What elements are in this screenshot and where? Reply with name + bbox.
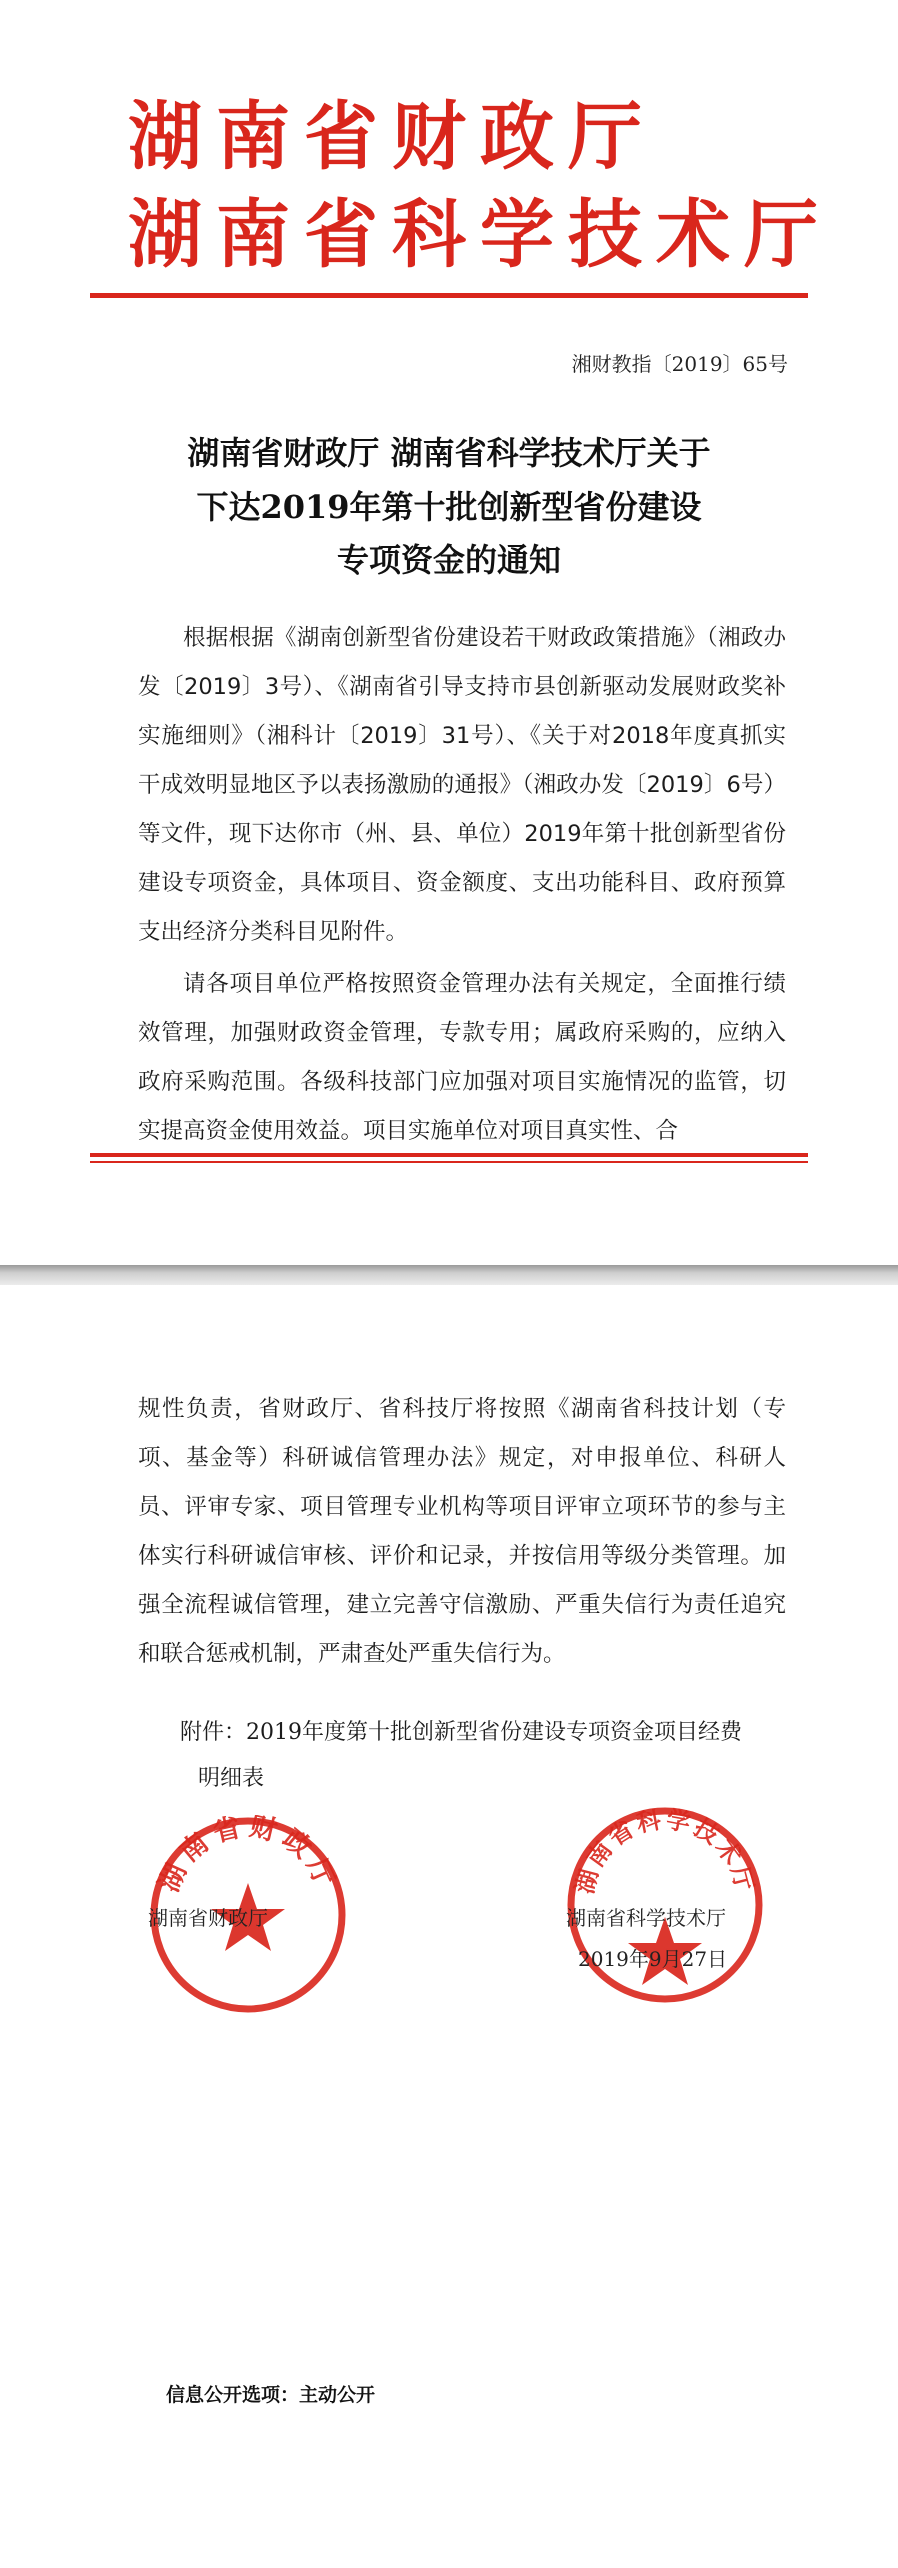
signature-date: 2019年9月27日	[578, 1947, 728, 1971]
attachment-line-2: 明细表	[198, 1766, 265, 1791]
attachment-note	[180, 1710, 790, 1802]
title-line-2: 下达2019年第十批创新型省份建设	[196, 488, 702, 526]
svg-text:湖南省科学技术厅: 湖南省科学技术厅	[570, 1805, 760, 1897]
footer-red-rule-thick	[90, 1153, 808, 1157]
letterhead-red-rule	[90, 293, 808, 298]
title-line-3: 专项资金的通知	[336, 541, 561, 579]
svg-text:湖南省财政厅: 湖南省财政厅	[153, 1815, 343, 1897]
footer-red-rule-thin	[90, 1161, 808, 1163]
body-paragraph-3: 规性负责，省财政厅、省科技厅将按照《湖南省科技计划（专项、基金等）科研诚信管理办法》规定，对申报单位、科研人员、评审专家、项目管理专业机构等项目评审立项环节的参与主体实行科研诚信审核、评价和记录，并按信用等级分类管理。加强全流程诚信管理，建立完善守信激励、严重失信行为责任追究和联合惩戒机制，严肃查处严重失信行为。	[138, 1396, 786, 1667]
body-paragraph-2: 请各项目单位严格按照资金管理办法有关规定，全面推行绩效管理，加强财政资金管理，专款专用；属政府采购的，应纳入政府采购范围。各级科技部门应加强对项目实施情况的监管，切实提高资金使用效益。项目实施单位对项目真实性、合	[138, 971, 786, 1144]
title-line-1: 湖南省财政厅 湖南省科学技术厅关于	[187, 434, 711, 472]
document-number: 湘财教指〔2019〕65号	[571, 352, 788, 376]
body-paragraph-1: 根据根据《湖南创新型省份建设若干财政政策措施》（湘政办发〔2019〕3号）、《湖南省引导支持市县创新驱动发展财政奖补实施细则》（湘科计〔2019〕31号）、《关于对2018年度真抓实干成效明显地区予以表扬激励的通报》（湘政办发〔2019〕6号）等文件，现下达你市（州、县、单位）2019年第十批创新型省份建设专项资金，具体项目、资金额度、支出功能科目、政府预算支出经济分类科目见附件。	[138, 625, 786, 945]
info-disclosure-option: 信息公开选项：主动公开	[166, 2384, 376, 2406]
page-separator	[0, 1265, 898, 1285]
document-page-1	[0, 0, 898, 1265]
signature-science-dept: 湖南省科学技术厅	[566, 1906, 726, 1930]
signature-finance-dept: 湖南省财政厅	[148, 1906, 268, 1930]
attachment-line-1: 附件：2019年度第十批创新型省份建设专项资金项目经费	[180, 1720, 742, 1745]
letterhead-org-finance: 湖南省财政厅	[128, 94, 656, 180]
letterhead-org-science: 湖南省科学技术厅	[128, 192, 832, 278]
